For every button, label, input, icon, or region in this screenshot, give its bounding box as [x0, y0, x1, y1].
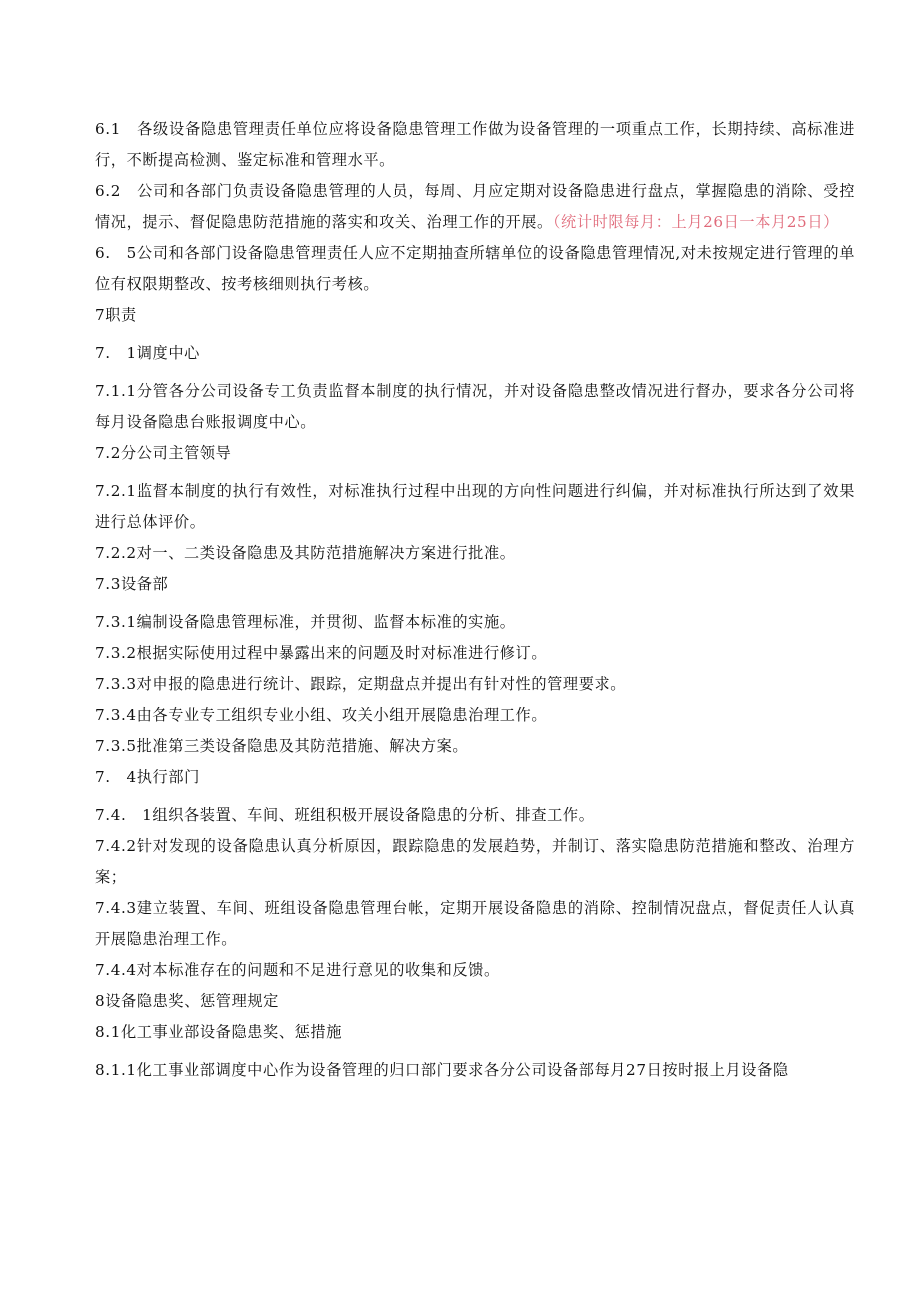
section-heading-8: 8设备隐患奖、惩管理规定: [95, 992, 279, 1010]
paragraph-6-1: 6.1 各级设备隐患管理责任单位应将设备隐患管理工作做为设备管理的一项重点工作，长期持续、高标准进行，不断提高检测、鉴定标准和管理水平。: [95, 120, 855, 169]
paragraph-6-2: [95, 176, 855, 238]
paragraph-8-1-1: 8.1.1化工事业部调度中心作为设备管理的归口部门要求各分公司设备部每月27日按时报上月设备隐: [95, 1061, 789, 1079]
paragraph-6-2-text: 6.2 公司和各部门负责设备隐患管理的人员，每周、月应定期对设备隐患进行盘点，掌握隐患的消除、受控情况，提示、督促隐患防范措施的落实和攻关、治理工作的开展。: [95, 182, 855, 231]
paragraph-7-3-1: 7.3.1编制设备隐患管理标准，并贯彻、监督本标准的实施。: [95, 613, 516, 631]
paragraph-6-2-note: （统计时限每月：上月26日一本月25日）: [552, 213, 839, 231]
paragraph-7-3-3: 7.3.3对申报的隐患进行统计、跟踪，定期盘点并提出有针对性的管理要求。: [95, 675, 627, 693]
subsection-heading-7-2: 7.2分公司主管领导: [95, 444, 232, 462]
paragraph-7-4-4: 7.4.4对本标准存在的问题和不足进行意见的收集和反馈。: [95, 961, 500, 979]
section-heading-7: 7职责: [95, 306, 137, 324]
paragraph-7-3-4: 7.3.4由各专业专工组织专业小组、攻关小组开展隐患治理工作。: [95, 706, 548, 724]
paragraph-7-4-3: 7.4.3建立装置、车间、班组设备隐患管理台帐，定期开展设备隐患的消除、控制情况盘点，督促责任人认真开展隐患治理工作。: [95, 899, 855, 948]
subsection-heading-8-1: 8.1化工事业部设备隐患奖、惩措施: [95, 1023, 342, 1041]
subsection-heading-7-1: 7. 1调度中心: [95, 344, 200, 362]
subsection-heading-7-3: 7.3设备部: [95, 575, 169, 593]
paragraph-6-5: 6. 5公司和各部门设备隐患管理责任人应不定期抽查所辖单位的设备隐患管理情况,对未按规定进行管理的单位有权限期整改、按考核细则执行考核。: [95, 244, 855, 293]
paragraph-7-3-2: 7.3.2根据实际使用过程中暴露出来的问题及时对标准进行修订。: [95, 644, 548, 662]
paragraph-7-4-1: 7.4. 1组织各装置、车间、班组积极开展设备隐患的分析、排查工作。: [95, 806, 595, 824]
document-page: [95, 114, 855, 1086]
paragraph-7-4-2: 7.4.2针对发现的设备隐患认真分析原因，跟踪隐患的发展趋势，并制订、落实隐患防范措施和整改、治理方案；: [95, 837, 855, 886]
paragraph-7-2-2: 7.2.2对一、二类设备隐患及其防范措施解决方案进行批准。: [95, 544, 516, 562]
paragraph-7-3-5: 7.3.5批准第三类设备隐患及其防范措施、解决方案。: [95, 737, 469, 755]
paragraph-7-2-1: 7.2.1监督本制度的执行有效性，对标准执行过程中出现的方向性问题进行纠偏，并对标准执行所达到了效果进行总体评价。: [95, 482, 855, 531]
subsection-heading-7-4: 7. 4执行部门: [95, 768, 200, 786]
paragraph-7-1-1: 7.1.1分管各分公司设备专工负责监督本制度的执行情况，并对设备隐患整改情况进行督办，要求各分公司将每月设备隐患台账报调度中心。: [95, 382, 855, 431]
